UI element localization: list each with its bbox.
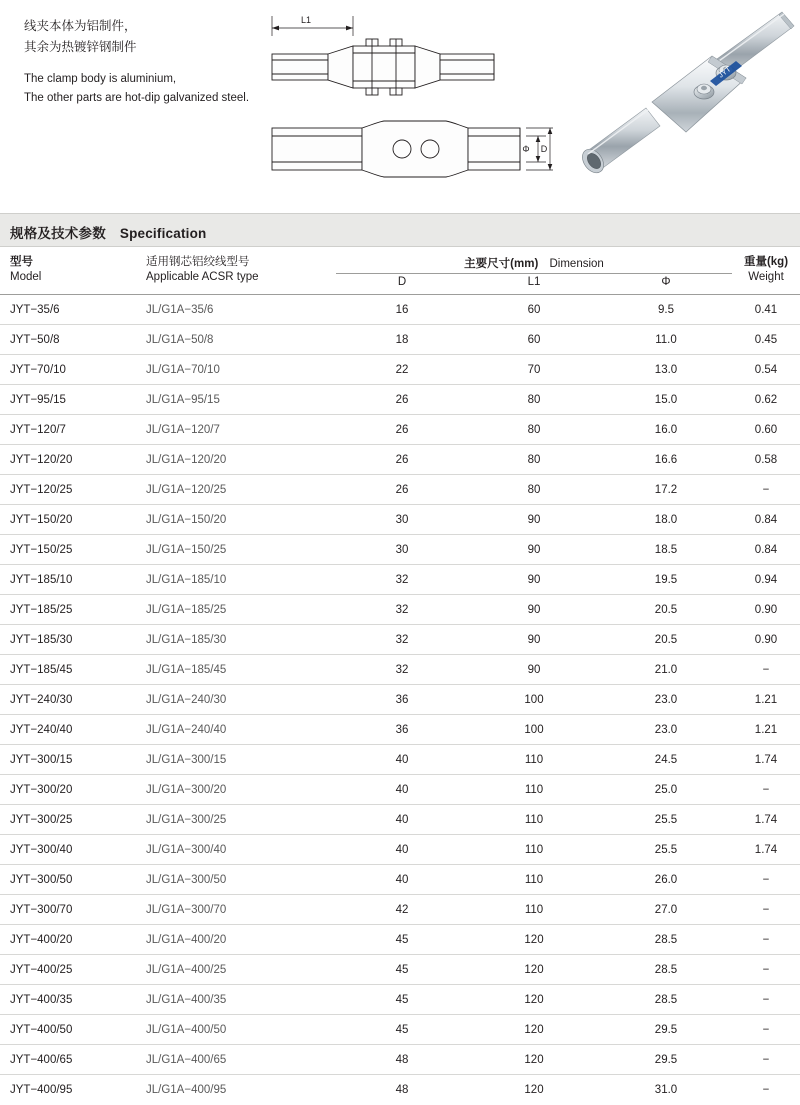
cell-weight: −: [732, 775, 800, 805]
cell-d: 40: [336, 865, 468, 895]
cell-d: 36: [336, 715, 468, 745]
specification-title: [10, 222, 206, 242]
column-header-weight-cn: 重量(kg): [743, 256, 789, 268]
brand-mark-text: JYT: [716, 64, 733, 80]
cell-phi: 29.5: [600, 1045, 732, 1075]
cell-acsr: JL/G1A−300/15: [136, 745, 336, 775]
table-row: [0, 355, 800, 385]
cell-weight: −: [732, 865, 800, 895]
cell-model: JYT−240/40: [0, 715, 136, 745]
material-notes: [24, 16, 274, 108]
cell-weight: −: [732, 895, 800, 925]
cell-model: JYT−300/20: [0, 775, 136, 805]
table-row: [0, 985, 800, 1015]
cell-d: 48: [336, 1045, 468, 1075]
cell-phi: 16.0: [600, 415, 732, 445]
notes-english: [24, 70, 274, 108]
cell-d: 16: [336, 295, 468, 325]
tube-lower: [578, 108, 660, 177]
cell-l1: 120: [468, 955, 600, 985]
cell-model: JYT−400/20: [0, 925, 136, 955]
cell-l1: 90: [468, 505, 600, 535]
cell-phi: 25.5: [600, 835, 732, 865]
cell-l1: 90: [468, 565, 600, 595]
cell-acsr: JL/G1A−120/25: [136, 475, 336, 505]
cell-phi: 28.5: [600, 985, 732, 1015]
specification-title-cn: 规格及技术参数: [10, 226, 106, 241]
notes-en-line-1: The clamp body is aluminium,: [24, 73, 177, 85]
cell-weight: 0.41: [732, 295, 800, 325]
cell-model: JYT−300/40: [0, 835, 136, 865]
cell-l1: 110: [468, 775, 600, 805]
table-row: [0, 1075, 800, 1105]
cell-phi: 11.0: [600, 325, 732, 355]
top-section: [0, 0, 800, 196]
table-row: [0, 835, 800, 865]
cell-phi: 15.0: [600, 385, 732, 415]
cell-weight: −: [732, 1045, 800, 1075]
cell-d: 42: [336, 895, 468, 925]
cell-weight: 0.54: [732, 355, 800, 385]
cell-phi: 27.0: [600, 895, 732, 925]
column-header-acsr-en: Applicable ACSR type: [146, 271, 259, 283]
table-row: [0, 925, 800, 955]
cell-model: JYT−185/25: [0, 595, 136, 625]
cell-model: JYT−35/6: [0, 295, 136, 325]
cell-model: JYT−120/7: [0, 415, 136, 445]
dim-l1: [272, 16, 353, 36]
cell-phi: 28.5: [600, 925, 732, 955]
cell-d: 26: [336, 385, 468, 415]
cell-d: 32: [336, 655, 468, 685]
cell-d: 48: [395, 1083, 409, 1096]
cell-d: 40: [336, 835, 468, 865]
table-row: [0, 655, 800, 685]
cell-l1: 90: [468, 535, 600, 565]
table-row: [0, 1045, 800, 1075]
cell-phi: 25.0: [600, 775, 732, 805]
table-header-row-1: [0, 252, 800, 274]
cell-phi: 31.0: [654, 1083, 678, 1096]
cell-d: 18: [336, 325, 468, 355]
cell-l1: 60: [468, 325, 600, 355]
cell-l1: 100: [468, 685, 600, 715]
cell-phi: 24.5: [600, 745, 732, 775]
cell-d: 32: [336, 595, 468, 625]
cell-d: 26: [336, 475, 468, 505]
cell-d: 26: [336, 415, 468, 445]
cell-l1: 80: [468, 385, 600, 415]
cell-l1: 120: [468, 985, 600, 1015]
column-header-model-cn: 型号: [10, 256, 33, 268]
cell-model: JYT−300/25: [0, 805, 136, 835]
cell-acsr: JL/G1A−70/10: [136, 355, 336, 385]
table-row: [0, 745, 800, 775]
cell-d: 30: [336, 505, 468, 535]
cell-phi: 19.5: [600, 565, 732, 595]
cell-l1: 110: [468, 895, 600, 925]
notes-en-line-2: The other parts are hot-dip galvanized steel.: [24, 92, 250, 104]
cell-d: 40: [336, 805, 468, 835]
table-header: [0, 252, 800, 295]
cell-d: 45: [336, 955, 468, 985]
cell-d: 45: [336, 1015, 468, 1045]
cell-l1: 90: [468, 625, 600, 655]
cell-l1: 110: [468, 805, 600, 835]
cell-d: 36: [336, 685, 468, 715]
cell-phi: 18.0: [600, 505, 732, 535]
cell-d: 30: [336, 535, 468, 565]
cell-acsr: JL/G1A−150/25: [136, 535, 336, 565]
cell-phi: 23.0: [600, 715, 732, 745]
specification-header-bar: [0, 213, 800, 247]
table-row: [0, 445, 800, 475]
cell-acsr: JL/G1A−240/30: [136, 685, 336, 715]
cell-weight: 0.90: [732, 595, 800, 625]
cell-phi: 23.0: [600, 685, 732, 715]
specification-table: [0, 252, 800, 1105]
table-body: [0, 295, 800, 1105]
cell-acsr: JL/G1A−185/30: [136, 625, 336, 655]
cell-weight: 0.62: [732, 385, 800, 415]
cell-phi: 25.5: [600, 805, 732, 835]
notes-chinese: [24, 16, 274, 58]
cell-l1: 60: [468, 295, 600, 325]
cell-acsr: JL/G1A−120/7: [136, 415, 336, 445]
cell-phi: 20.5: [600, 595, 732, 625]
specification-title-en: Specification: [119, 226, 207, 241]
cell-model: JYT−400/65: [0, 1045, 136, 1075]
notes-cn-line-1: 线夹本体为铝制件，: [24, 19, 137, 33]
cell-acsr: JL/G1A−120/20: [136, 445, 336, 475]
table-row: [0, 685, 800, 715]
cell-acsr: JL/G1A−400/95: [146, 1083, 227, 1096]
table-row: [0, 565, 800, 595]
cell-l1: 120: [468, 1015, 600, 1045]
cell-acsr: JL/G1A−400/35: [136, 985, 336, 1015]
cell-weight: −: [732, 1015, 800, 1045]
drawing-label-d: D: [540, 144, 548, 154]
cell-weight: 1.74: [732, 745, 800, 775]
cell-weight: 0.60: [732, 415, 800, 445]
cell-acsr: JL/G1A−300/50: [136, 865, 336, 895]
table-row: [0, 385, 800, 415]
cell-d: 26: [336, 445, 468, 475]
cell-weight: 0.94: [732, 565, 800, 595]
cell-phi: 13.0: [600, 355, 732, 385]
cell-l1: 110: [468, 865, 600, 895]
cell-l1: 110: [468, 835, 600, 865]
table-row: [0, 805, 800, 835]
cell-model: JYT−50/8: [0, 325, 136, 355]
cell-acsr: JL/G1A−50/8: [136, 325, 336, 355]
cell-l1: 80: [468, 445, 600, 475]
cell-acsr: JL/G1A−300/70: [136, 895, 336, 925]
cell-phi: 16.6: [600, 445, 732, 475]
cell-model: JYT−185/10: [0, 565, 136, 595]
table-row: [0, 715, 800, 745]
cell-model: JYT−120/25: [0, 475, 136, 505]
cell-model: JYT−400/95: [10, 1083, 73, 1096]
column-header-model: [0, 252, 136, 295]
cell-l1: 90: [468, 595, 600, 625]
column-header-dimension-group: [336, 252, 732, 274]
cell-acsr: JL/G1A−400/20: [136, 925, 336, 955]
drawing-label-l1: L1: [300, 15, 312, 25]
table-row: [0, 295, 800, 325]
cell-weight: −: [732, 925, 800, 955]
cell-d: 32: [336, 625, 468, 655]
cell-weight: 0.84: [732, 535, 800, 565]
cell-phi: 26.0: [600, 865, 732, 895]
cell-acsr: JL/G1A−300/40: [136, 835, 336, 865]
cell-model: JYT−400/35: [0, 985, 136, 1015]
cell-acsr: JL/G1A−150/20: [136, 505, 336, 535]
table-row: [0, 415, 800, 445]
cell-l1: 80: [468, 415, 600, 445]
cell-model: JYT−120/20: [0, 445, 136, 475]
cell-acsr: JL/G1A−400/65: [136, 1045, 336, 1075]
table-row: [0, 535, 800, 565]
cell-l1: 120: [524, 1083, 544, 1096]
cell-phi: 17.2: [600, 475, 732, 505]
column-header-phi: Φ: [600, 274, 732, 295]
cell-l1: 120: [468, 1045, 600, 1075]
cell-weight: 1.74: [732, 805, 800, 835]
cell-model: JYT−300/15: [0, 745, 136, 775]
cell-l1: 70: [468, 355, 600, 385]
column-header-weight-en: Weight: [748, 271, 784, 283]
table-row: [0, 895, 800, 925]
cell-d: 40: [336, 745, 468, 775]
table-row: [0, 865, 800, 895]
cell-weight: 1.21: [732, 715, 800, 745]
column-header-l1: L1: [468, 274, 600, 295]
column-header-dimension-en: Dimension: [549, 258, 604, 270]
cell-acsr: JL/G1A−240/40: [136, 715, 336, 745]
table-row: [0, 955, 800, 985]
cell-l1: 100: [468, 715, 600, 745]
cell-model: JYT−400/25: [0, 955, 136, 985]
table-row: [0, 595, 800, 625]
cell-model: JYT−240/30: [0, 685, 136, 715]
cell-model: JYT−150/20: [0, 505, 136, 535]
column-header-d: D: [336, 274, 468, 295]
cell-l1: 80: [468, 475, 600, 505]
cell-model: JYT−150/25: [0, 535, 136, 565]
column-header-acsr: [136, 252, 336, 295]
cell-model: JYT−300/50: [0, 865, 136, 895]
cell-l1: 110: [468, 745, 600, 775]
cell-model: JYT−70/10: [0, 355, 136, 385]
table-row: [0, 475, 800, 505]
cell-phi: 18.5: [600, 535, 732, 565]
cell-weight: 1.21: [732, 685, 800, 715]
cell-acsr: JL/G1A−95/15: [136, 385, 336, 415]
cell-model: JYT−400/50: [0, 1015, 136, 1045]
column-header-dimension-cn: 主要尺寸(mm): [464, 258, 539, 270]
column-header-acsr-cn: 适用钢芯铝绞线型号: [146, 256, 250, 268]
cell-acsr: JL/G1A−35/6: [136, 295, 336, 325]
cell-weight: 0.45: [732, 325, 800, 355]
cell-weight: −: [732, 655, 800, 685]
cell-acsr: JL/G1A−185/10: [136, 565, 336, 595]
table-row: [0, 505, 800, 535]
product-photo-svg: [560, 4, 798, 186]
table-row: [0, 325, 800, 355]
cell-phi: 28.5: [600, 955, 732, 985]
cell-l1: 120: [468, 925, 600, 955]
cell-acsr: JL/G1A−185/25: [136, 595, 336, 625]
cell-d: 32: [336, 565, 468, 595]
dimension-group-labels: [336, 255, 732, 271]
notes-cn-line-2: 其余为热镀锌钢制件: [24, 40, 137, 54]
cell-weight: 0.84: [732, 505, 800, 535]
drawing-label-phi: Φ: [522, 144, 530, 154]
cell-phi: 21.0: [600, 655, 732, 685]
table-row: [0, 775, 800, 805]
cell-phi: 20.5: [600, 625, 732, 655]
cell-weight: 1.74: [732, 835, 800, 865]
cell-d: 22: [336, 355, 468, 385]
cell-d: 45: [336, 985, 468, 1015]
cell-acsr: JL/G1A−300/25: [136, 805, 336, 835]
cell-model: JYT−95/15: [0, 385, 136, 415]
table-row: [0, 1015, 800, 1045]
cell-weight: −: [732, 475, 800, 505]
table-row: [0, 625, 800, 655]
column-header-weight: [732, 252, 800, 295]
drawing-svg: [250, 6, 560, 191]
cell-acsr: JL/G1A−300/20: [136, 775, 336, 805]
cell-weight: 0.58: [732, 445, 800, 475]
product-photo: [560, 4, 798, 186]
cell-acsr: JL/G1A−400/25: [136, 955, 336, 985]
column-header-model-en: Model: [10, 271, 42, 283]
cell-model: JYT−185/30: [0, 625, 136, 655]
cell-d: 40: [336, 775, 468, 805]
cell-weight: 0.90: [732, 625, 800, 655]
cell-weight: −: [762, 1083, 770, 1096]
cell-phi: 9.5: [600, 295, 732, 325]
cell-weight: −: [732, 985, 800, 1015]
cell-model: JYT−185/45: [0, 655, 136, 685]
cell-model: JYT−300/70: [0, 895, 136, 925]
cell-l1: 90: [468, 655, 600, 685]
cell-phi: 29.5: [600, 1015, 732, 1045]
cell-d: 45: [336, 925, 468, 955]
cell-acsr: JL/G1A−185/45: [136, 655, 336, 685]
technical-drawings: [250, 6, 560, 191]
cell-weight: −: [732, 955, 800, 985]
cell-acsr: JL/G1A−400/50: [136, 1015, 336, 1045]
